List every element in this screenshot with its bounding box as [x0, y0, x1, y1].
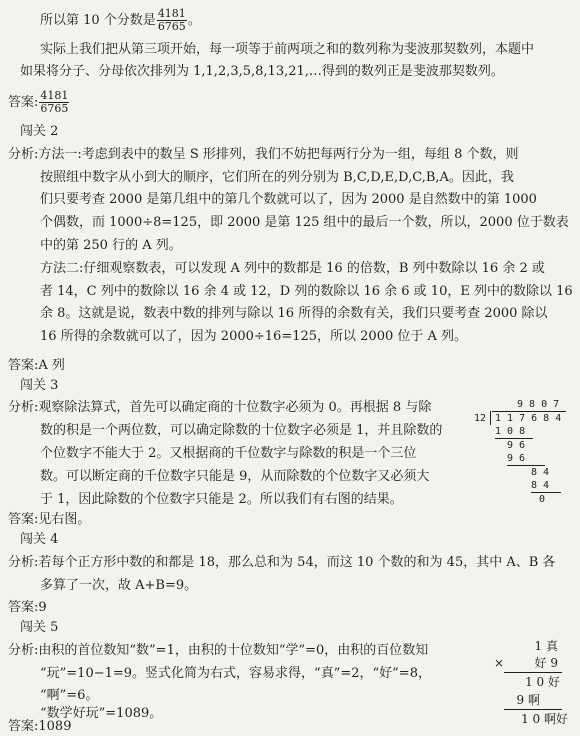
- text-line: 们只要考查 2000 是第几组中的第几个数就可以了，因为 2000 是自然数中的第 1000: [40, 192, 537, 207]
- division-step-bar: [531, 492, 561, 493]
- multiplier: 好 9: [534, 656, 558, 670]
- text-line: 者 14，C 列中的数除以 16 余 4 或 12，D 列的数除以 16 余 6 或 10，E 列中的数除以 16: [40, 284, 573, 299]
- division-step: 8 4: [531, 467, 550, 478]
- section-title: 闯关 4: [20, 532, 59, 547]
- division-bracket: [490, 411, 491, 425]
- division-step: 8 4: [531, 480, 550, 491]
- text-line: 16 所得的余数就可以了，因为 2000÷16=125，所以 2000 位于 A 列。: [40, 329, 468, 344]
- division-step: 9 6: [507, 453, 526, 464]
- multiplicand: 1 真: [534, 639, 558, 653]
- division-step: 9 6: [507, 440, 526, 451]
- section-title: 闯关 2: [20, 124, 59, 139]
- final-product: 1 0 啊好: [521, 712, 568, 726]
- text-line: 如果将分子、分母依次排列为 1,1,2,3,5,8,13,21,…得到的数列正是斐波那契数列。: [20, 64, 504, 79]
- text-line: 分析:若每个正方形中数的和都是 18，那么总和为 54，而这 10 个数的和为 45，其中 A、B 各: [8, 555, 556, 570]
- text-line: “数学好玩”=1089。: [40, 706, 163, 721]
- answer-line: 答案:9: [8, 600, 47, 615]
- text-line: “啊”=6。: [40, 688, 99, 703]
- fraction: $\frac{4181}{6765}$: [40, 89, 69, 115]
- section-title: 闯关 5: [20, 620, 59, 635]
- sum-bar: [504, 709, 562, 710]
- text-line: “玩”=10−1=9。竖式化简为右式，容易求得，“真”=2，“好”=8，: [40, 666, 431, 681]
- section-title: 闯关 3: [20, 378, 59, 393]
- times-sign: ×: [494, 656, 505, 670]
- answer-line: 答案:见右图。: [8, 512, 91, 527]
- text-line: 个位数字不能大于 2。又根据商的千位数字与除数的积是一个三位: [40, 446, 417, 461]
- division-step: 1 0 8: [495, 426, 526, 437]
- answer-line: 答案: $\frac{4181}{6765}$: [8, 89, 69, 115]
- answer-line: 答案:1089: [8, 719, 72, 734]
- partial-product: 1 0 好: [525, 675, 560, 689]
- text-line: 个偶数，而 1000÷8=125，即 2000 是第 125 组中的最后一个数，所以，2000 位于数表: [40, 215, 569, 230]
- answer-line: 答案:A 列: [8, 358, 65, 373]
- text-line: 数。可以断定商的千位数字只能是 9，从而除数的个位数字又必须大: [40, 469, 430, 484]
- text-line: 方法二:仔细观察数表，可以发现 A 列中的数都是 16 的倍数，B 列中数除以 16 余 2 或: [40, 261, 545, 276]
- product-bar: [504, 672, 562, 673]
- text-line: 分析:观察除法算式，首先可以确定商的十位数字必须为 0。再根据 8 与除: [8, 400, 432, 415]
- text-line: 中的第 250 行的 A 列。: [40, 238, 182, 253]
- document-page: 所以第 10 个分数是 $\frac{4181}{6765}$ 。 实际上我们把从第三项开始，每一项等于前两项之和的数列称为斐波那契数列，本题中 如果将分子、分母依次排列为 1,1,2,3,5,8,13,21,…得到的数列正是斐波那契数列。 答案: $\frac{4181}{6765}$ 闯关 2 分析:方法一:考虑到表中的数呈 S 形排列，我们不妨把每两行分为一组，每组 8 个数，则 按照组中数字从小到大的顺序，它们所在的列分别为 B,C,D,E,D,C,B,A。因此，我 们只要考查 2000 是第几组中的第几个数就可以了，因为 2000 是自然数中的第 1000 个偶数，而 1000÷8=125，即 2000 是第 125 组中的最后一个数，所以，2000 位于数表 中的第 250 行的 A 列。 方法二:仔细观察数表，可以发现 A 列中的数都是 16 的倍数，B 列中数除以 16 余 2 或 者 14，C 列中的数除以 16 余 4 或 12，D 列的数除以 16 余 6 或 10，E 列中的数除以 16 余 8。这就是说，数表中数的排列与除以 16 所得的余数有关，我们只要考查 2000 除以 16 所得的余数就可以了，因为 2000÷16=125，所以 2000 位于 A 列。 答案:A 列 闯关 3 分析:观察除法算式，首先可以确定商的十位数字必须为 0。再根据 8 与除 数的积是一个两位数，可以确定除数的十位数字必须是 1，并且除数的 个位数字不能大于 2。又根据商的千位数字与除数的积是一个三位 数。可以断定商的千位数字只能是 9，从而除数的个位数字又必须大 于 1，因此除数的个位数字只能是 2。所以我们有右图的结果。 9 8 0 7 12 1 1 7 6 8 4 1 0 8 9 6 9 6 8 4 8 4 0 答案:见右图。 闯关 4 分析:若每个正方形中数的和都是 18，那么总和为 54，而这 10 个数的和为 45，其中 A、B 各 多算了一次，故 A+B=9。 答案:9 闯关 5 分析:由积的首位数知“数”=1，由积的十位数知“学”=0，由积的百位数知 “玩”=10−1=9。竖式化简为右式，容易求得，“真”=2，“好”=8， “啊”=6。 “数学好玩”=1089。 答案:1089 1 真 × 好 9 1 0 好 9 啊 1 0 啊好: [8, 7, 573, 734]
- text-line: 分析:方法一:考虑到表中的数呈 S 形排列，我们不妨把每两行分为一组，每组 8 个数，则: [8, 147, 519, 162]
- division-quotient: 9 8 0 7: [517, 399, 560, 410]
- division-divisor: 12: [474, 413, 487, 424]
- text-line: 数的积是一个两位数，可以确定除数的十位数字必须是 1，并且除数的: [40, 423, 443, 438]
- vertical-multiplication-figure: [494, 638, 574, 734]
- text-line: 按照组中数字从小到大的顺序，它们所在的列分别为 B,C,D,E,D,C,B,A。因此，我: [40, 170, 514, 185]
- text-line: 所以第 10 个分数是 $\frac{4181}{6765}$ 。: [40, 7, 201, 33]
- partial-product: 9 啊: [516, 693, 540, 707]
- text-line: 实际上我们把从第三项开始，每一项等于前两项之和的数列称为斐波那契数列，本题中: [40, 42, 535, 57]
- text-line: 多算了一次，故 A+B=9。: [40, 578, 198, 593]
- text-line: 分析:由积的首位数知“数”=1，由积的十位数知“学”=0，由积的百位数知: [8, 643, 429, 658]
- long-division-figure: [470, 398, 570, 498]
- text-line: 于 1，因此除数的个位数字只能是 2。所以我们有右图的结果。: [40, 492, 403, 507]
- division-dividend: 1 1 7 6 8 4: [495, 413, 562, 424]
- text-line: 余 8。这就是说，数表中数的排列与除以 16 所得的余数有关，我们只要考查 2000 除以: [40, 306, 548, 321]
- fraction: $\frac{4181}{6765}$: [157, 7, 186, 33]
